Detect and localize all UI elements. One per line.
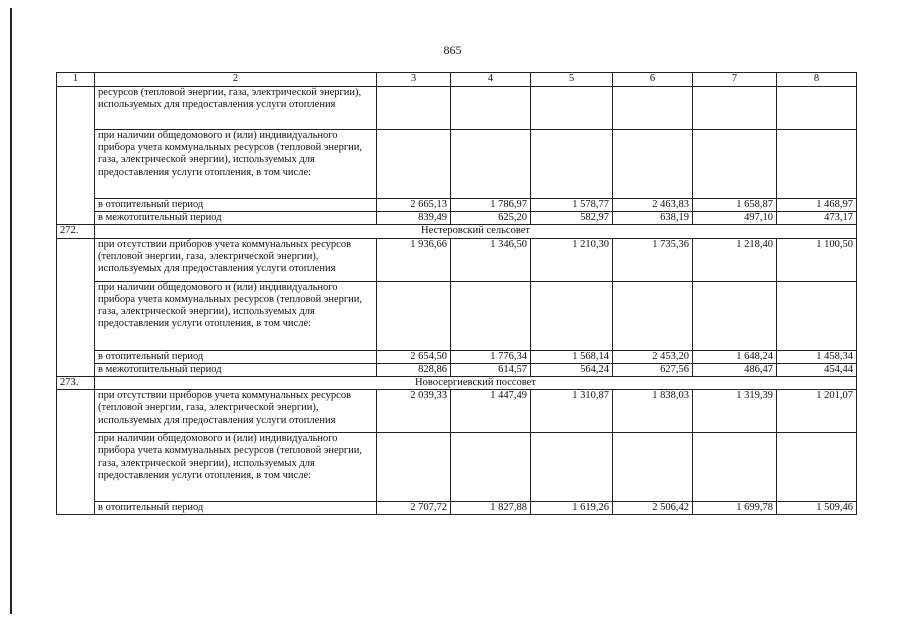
column-header: 7: [693, 73, 777, 87]
value-cell: 839,49: [377, 212, 451, 225]
value-cell: 564,24: [531, 363, 613, 376]
value-cell: 625,20: [451, 212, 531, 225]
row-description: при отсутствии приборов учета коммунальных ресурсов (тепловой энергии, газа, электрической энергии), используемых для предоставления услуги отопления: [95, 238, 377, 281]
value-cell: [693, 130, 777, 199]
row-index: 273.: [57, 377, 95, 390]
section-row: [57, 377, 857, 390]
value-cell: [451, 87, 531, 130]
value-cell: 828,86: [377, 363, 451, 376]
value-cell: 1 468,97: [777, 199, 857, 212]
column-header: 1: [57, 73, 95, 87]
value-cell: 1 210,30: [531, 238, 613, 281]
value-cell: 2 506,42: [613, 502, 693, 515]
table-row: [57, 502, 857, 515]
row-description: при наличии общедомового и (или) индивидуального прибора учета коммунальных ресурсов (тепловой энергии, газа, электрической энергии), используемых для предоставления услуги отопления, в том числе:: [95, 433, 377, 502]
value-cell: 1 218,40: [693, 238, 777, 281]
column-header: 5: [531, 73, 613, 87]
value-cell: 1 201,07: [777, 390, 857, 433]
table-row: [57, 238, 857, 281]
row-index: 272.: [57, 225, 95, 238]
value-cell: 1 568,14: [531, 350, 613, 363]
value-cell: 638,19: [613, 212, 693, 225]
value-cell: [531, 87, 613, 130]
column-header: 2: [95, 73, 377, 87]
row-description: в отопительный период: [95, 199, 377, 212]
value-cell: [777, 433, 857, 502]
value-cell: 1 458,34: [777, 350, 857, 363]
value-cell: 473,17: [777, 212, 857, 225]
table-row: [57, 363, 857, 376]
value-cell: 1 735,36: [613, 238, 693, 281]
value-cell: [613, 130, 693, 199]
section-title: Нестеровский сельсовет: [95, 225, 857, 238]
value-cell: 2 665,13: [377, 199, 451, 212]
row-index-empty: [57, 87, 95, 225]
table-row: [57, 350, 857, 363]
value-cell: [377, 433, 451, 502]
value-cell: [451, 130, 531, 199]
value-cell: 627,56: [613, 363, 693, 376]
value-cell: 1 648,24: [693, 350, 777, 363]
value-cell: [613, 433, 693, 502]
table-header-row: [57, 73, 857, 87]
row-description: при наличии общедомового и (или) индивидуального прибора учета коммунальных ресурсов (тепловой энергии, газа, электрической энергии), используемых для предоставления услуги отопления, в том числе:: [95, 281, 377, 350]
column-header: 8: [777, 73, 857, 87]
value-cell: [693, 433, 777, 502]
value-cell: [777, 87, 857, 130]
table-row: [57, 87, 857, 130]
value-cell: 1 310,87: [531, 390, 613, 433]
value-cell: 1 838,03: [613, 390, 693, 433]
value-cell: [531, 281, 613, 350]
value-cell: [531, 433, 613, 502]
value-cell: 1 509,46: [777, 502, 857, 515]
value-cell: 582,97: [531, 212, 613, 225]
value-cell: [451, 281, 531, 350]
value-cell: 1 936,66: [377, 238, 451, 281]
row-description: при отсутствии приборов учета коммунальных ресурсов (тепловой энергии, газа, электрической энергии), используемых для предоставления услуги отопления: [95, 390, 377, 433]
column-header: 3: [377, 73, 451, 87]
value-cell: 1 699,78: [693, 502, 777, 515]
value-cell: [377, 87, 451, 130]
value-cell: 1 619,26: [531, 502, 613, 515]
value-cell: 1 578,77: [531, 199, 613, 212]
value-cell: 1 827,88: [451, 502, 531, 515]
value-cell: 1 346,50: [451, 238, 531, 281]
section-row: [57, 225, 857, 238]
row-description: в отопительный период: [95, 350, 377, 363]
value-cell: [693, 281, 777, 350]
column-header: 6: [613, 73, 693, 87]
value-cell: [377, 130, 451, 199]
tariff-table: [56, 72, 857, 515]
value-cell: [777, 281, 857, 350]
row-description: при наличии общедомового и (или) индивидуального прибора учета коммунальных ресурсов (тепловой энергии, газа, электрической энергии), используемых для предоставления услуги отопления, в том числе:: [95, 130, 377, 199]
row-description: в межотопительный период: [95, 212, 377, 225]
row-index-empty: [57, 390, 95, 515]
value-cell: 2 463,83: [613, 199, 693, 212]
value-cell: [377, 281, 451, 350]
value-cell: [777, 130, 857, 199]
value-cell: 1 100,50: [777, 238, 857, 281]
table-row: [57, 433, 857, 502]
table-row: [57, 212, 857, 225]
row-description: в отопительный период: [95, 502, 377, 515]
value-cell: [613, 87, 693, 130]
section-title: Новосергиевский поссовет: [95, 377, 857, 390]
left-margin-rule: [10, 8, 12, 614]
value-cell: 614,57: [451, 363, 531, 376]
column-header: 4: [451, 73, 531, 87]
page-number: 865: [443, 43, 462, 57]
value-cell: [531, 130, 613, 199]
table-row: [57, 130, 857, 199]
value-cell: 497,10: [693, 212, 777, 225]
value-cell: 1 319,39: [693, 390, 777, 433]
value-cell: 2 453,20: [613, 350, 693, 363]
value-cell: 2 707,72: [377, 502, 451, 515]
value-cell: 1 447,49: [451, 390, 531, 433]
value-cell: [693, 87, 777, 130]
row-description: ресурсов (тепловой энергии, газа, электрической энергии), используемых для предоставления услуги отопления: [95, 87, 377, 130]
table-row: [57, 390, 857, 433]
row-description: в межотопительный период: [95, 363, 377, 376]
table-row: [57, 281, 857, 350]
value-cell: [451, 433, 531, 502]
value-cell: [613, 281, 693, 350]
value-cell: 1 786,97: [451, 199, 531, 212]
value-cell: 454,44: [777, 363, 857, 376]
row-index-empty: [57, 238, 95, 376]
value-cell: 2 654,50: [377, 350, 451, 363]
value-cell: 1 776,34: [451, 350, 531, 363]
value-cell: 1 658,87: [693, 199, 777, 212]
value-cell: 486,47: [693, 363, 777, 376]
value-cell: 2 039,33: [377, 390, 451, 433]
table-row: [57, 199, 857, 212]
